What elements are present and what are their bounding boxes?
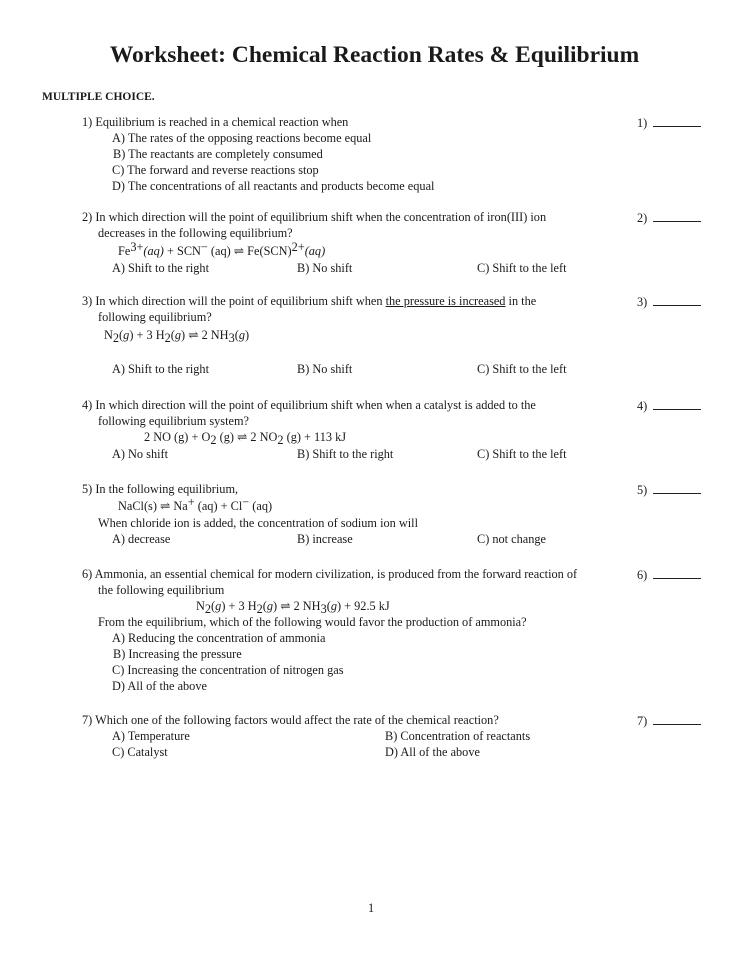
question-line [477, 361, 566, 377]
question-line [112, 630, 325, 646]
answer-blank[interactable] [653, 566, 701, 579]
text-run: g [174, 328, 182, 342]
question-line [112, 662, 344, 678]
text-run: ) [244, 328, 250, 342]
question-line [112, 260, 209, 276]
text-run: 6) Ammonia, an essential chemical for modern civilization, is produced from the forward reaction of [82, 567, 578, 581]
text-run: (g) ⇌ 2 NO [216, 430, 278, 444]
text-run: ) + 92.5 kJ [336, 599, 390, 613]
text-run: (aq) [249, 499, 273, 513]
question-line [477, 260, 566, 276]
question-line [118, 240, 326, 259]
text-run: ( [119, 328, 124, 342]
page-number: 1 [368, 901, 375, 915]
answer-number: 4) [637, 399, 648, 413]
text-run: C) Catalyst [112, 745, 168, 759]
question-line [98, 309, 212, 325]
text-run: 2+ [291, 240, 305, 254]
text-run: 2 [164, 331, 171, 345]
text-run: 2) In which direction will the point of equilibrium shift when the concentration of iron(III) ion [82, 210, 547, 224]
text-run: B) Concentration of reactants [385, 729, 531, 743]
answer-slot [637, 293, 701, 310]
text-run: decreases in the following equilibrium? [98, 226, 293, 240]
text-run: C) not change [477, 532, 546, 546]
question-line [98, 614, 527, 630]
text-run: ( [234, 328, 239, 342]
answer-blank[interactable] [653, 481, 701, 494]
answer-slot [637, 712, 701, 729]
answer-slot [637, 397, 701, 414]
question-line [112, 531, 170, 547]
text-run: D) The concentrations of all reactants and products become equal [112, 179, 435, 193]
text-run: D) All of the above [385, 745, 480, 759]
answer-blank[interactable] [653, 293, 701, 306]
question-stem [82, 293, 536, 309]
text-run: 4) In which direction will the point of equilibrium shift when when a catalyst is added to the [82, 398, 536, 412]
text-run: in the [505, 294, 537, 308]
text-run: 2 [277, 433, 284, 447]
answer-number: 1) [637, 116, 648, 130]
text-run: ( [170, 328, 175, 342]
answer-number: 5) [637, 483, 648, 497]
question-line [477, 531, 546, 547]
text-run: B) No shift [297, 261, 353, 275]
text-run: 2 [112, 331, 120, 345]
question-line [98, 225, 293, 241]
question-line [477, 446, 566, 462]
section-heading: MULTIPLE CHOICE. [42, 91, 155, 103]
text-run: + SCN [163, 244, 201, 258]
text-run: C) Shift to the left [477, 261, 567, 275]
text-run: B) Increasing the pressure [113, 647, 242, 661]
answer-blank[interactable] [653, 114, 701, 127]
answer-slot [637, 566, 701, 583]
question-line [113, 646, 242, 662]
text-run: B) No shift [297, 362, 353, 376]
text-run: B) Shift to the right [297, 447, 394, 461]
text-run: g [215, 599, 222, 613]
text-run: B) The reactants are completely consumed [113, 147, 323, 161]
text-run: Fe [118, 244, 131, 258]
text-run: 1) Equilibrium is reached in a chemical reaction when [82, 115, 349, 129]
answer-number: 6) [637, 568, 648, 582]
text-run: ( [326, 599, 331, 613]
question-stem [82, 481, 238, 497]
text-run: A) decrease [112, 532, 171, 546]
question-line [385, 744, 480, 760]
text-run: A) Temperature [112, 729, 190, 743]
text-run: 2 [210, 433, 217, 447]
question-line [112, 130, 371, 146]
text-run: A) Reducing the concentration of ammonia [112, 631, 326, 645]
question-line [118, 495, 273, 514]
question-stem [82, 712, 499, 728]
text-run: g [266, 599, 274, 613]
text-run: C) Shift to the left [477, 362, 567, 376]
text-run: (g) + 113 kJ [283, 430, 347, 444]
question-line [112, 678, 207, 694]
question-line [297, 361, 352, 377]
question-line [297, 260, 352, 276]
question-line [196, 598, 390, 614]
question-line [112, 744, 168, 760]
text-run: ( [262, 599, 267, 613]
text-run: − [200, 240, 208, 254]
question-line [385, 728, 530, 744]
text-run: ) ⇌ 2 NH [273, 599, 321, 613]
answer-blank[interactable] [653, 209, 701, 222]
text-run: the following equilibrium [98, 583, 225, 597]
text-run: 3) In which direction will the point of equilibrium shift when [82, 294, 386, 308]
text-run: A) Shift to the right [112, 261, 210, 275]
text-run: 2 [204, 602, 212, 616]
question-stem [82, 209, 546, 225]
text-run: A) No shift [112, 447, 169, 461]
text-run: g [330, 599, 337, 613]
text-run: 5) In the following equilibrium, [82, 482, 239, 496]
question-line [104, 327, 249, 343]
question-line [297, 446, 393, 462]
text-run: 3 [228, 331, 235, 345]
text-run: ( [211, 599, 216, 613]
text-run: NaCl(s) ⇌ Na [118, 499, 188, 513]
answer-number: 2) [637, 211, 648, 225]
text-run: D) All of the above [112, 679, 207, 693]
text-run: + [187, 495, 195, 509]
question-line [112, 361, 209, 377]
text-run: B) increase [297, 532, 353, 546]
question-line [98, 515, 418, 531]
answer-blank[interactable] [653, 712, 701, 725]
answer-number: 3) [637, 295, 648, 309]
text-run: From the equilibrium, which of the following would favor the production of ammonia? [98, 615, 527, 629]
text-run: ) + 3 H [221, 599, 257, 613]
text-run: following equilibrium system? [98, 414, 249, 428]
answer-slot [637, 114, 701, 131]
question-line [297, 531, 353, 547]
answer-number: 7) [637, 714, 648, 728]
text-run: (aq) [143, 244, 164, 258]
text-run: N [104, 328, 113, 342]
text-run: ) + 3 H [129, 328, 165, 342]
answer-slot [637, 481, 701, 498]
text-run: 2 [256, 602, 263, 616]
answer-slot [637, 209, 701, 226]
question-line [113, 146, 323, 162]
text-run: g [238, 328, 245, 342]
question-line [144, 429, 346, 445]
text-run: 2 NO (g) + O [144, 430, 211, 444]
text-run: A) The rates of the opposing reactions become equal [112, 131, 372, 145]
text-run: 3 [320, 602, 327, 616]
text-run: N [196, 599, 205, 613]
text-run: − [242, 495, 250, 509]
answer-blank[interactable] [653, 397, 701, 410]
text-run: following equilibrium? [98, 310, 212, 324]
text-run: C) The forward and reverse reactions stop [112, 163, 319, 177]
question-line [112, 446, 168, 462]
text-run: A) Shift to the right [112, 362, 210, 376]
text-run: (aq) + Cl [194, 499, 243, 513]
question-stem [82, 114, 348, 130]
text-run: (aq) [304, 244, 326, 258]
text-run: 3+ [130, 240, 144, 254]
text-run: the pressure is increased [385, 294, 506, 308]
question-line [98, 413, 249, 429]
question-line [112, 162, 319, 178]
text-run: g [123, 328, 130, 342]
question-line [112, 728, 190, 744]
worksheet-title: Worksheet: Chemical Reaction Rates & Equilibrium [109, 42, 640, 68]
text-run: C) Increasing the concentration of nitrogen gas [112, 663, 344, 677]
text-run: (aq) ⇌ Fe(SCN) [207, 244, 292, 258]
text-run: 7) Which one of the following factors would affect the rate of the chemical reaction? [82, 713, 499, 727]
question-stem [82, 566, 577, 582]
question-line [112, 178, 434, 194]
text-run: ) ⇌ 2 NH [181, 328, 229, 342]
question-stem [82, 397, 536, 413]
text-run: When chloride ion is added, the concentration of sodium ion will [98, 516, 418, 530]
question-line [98, 582, 224, 598]
text-run: C) Shift to the left [477, 447, 567, 461]
